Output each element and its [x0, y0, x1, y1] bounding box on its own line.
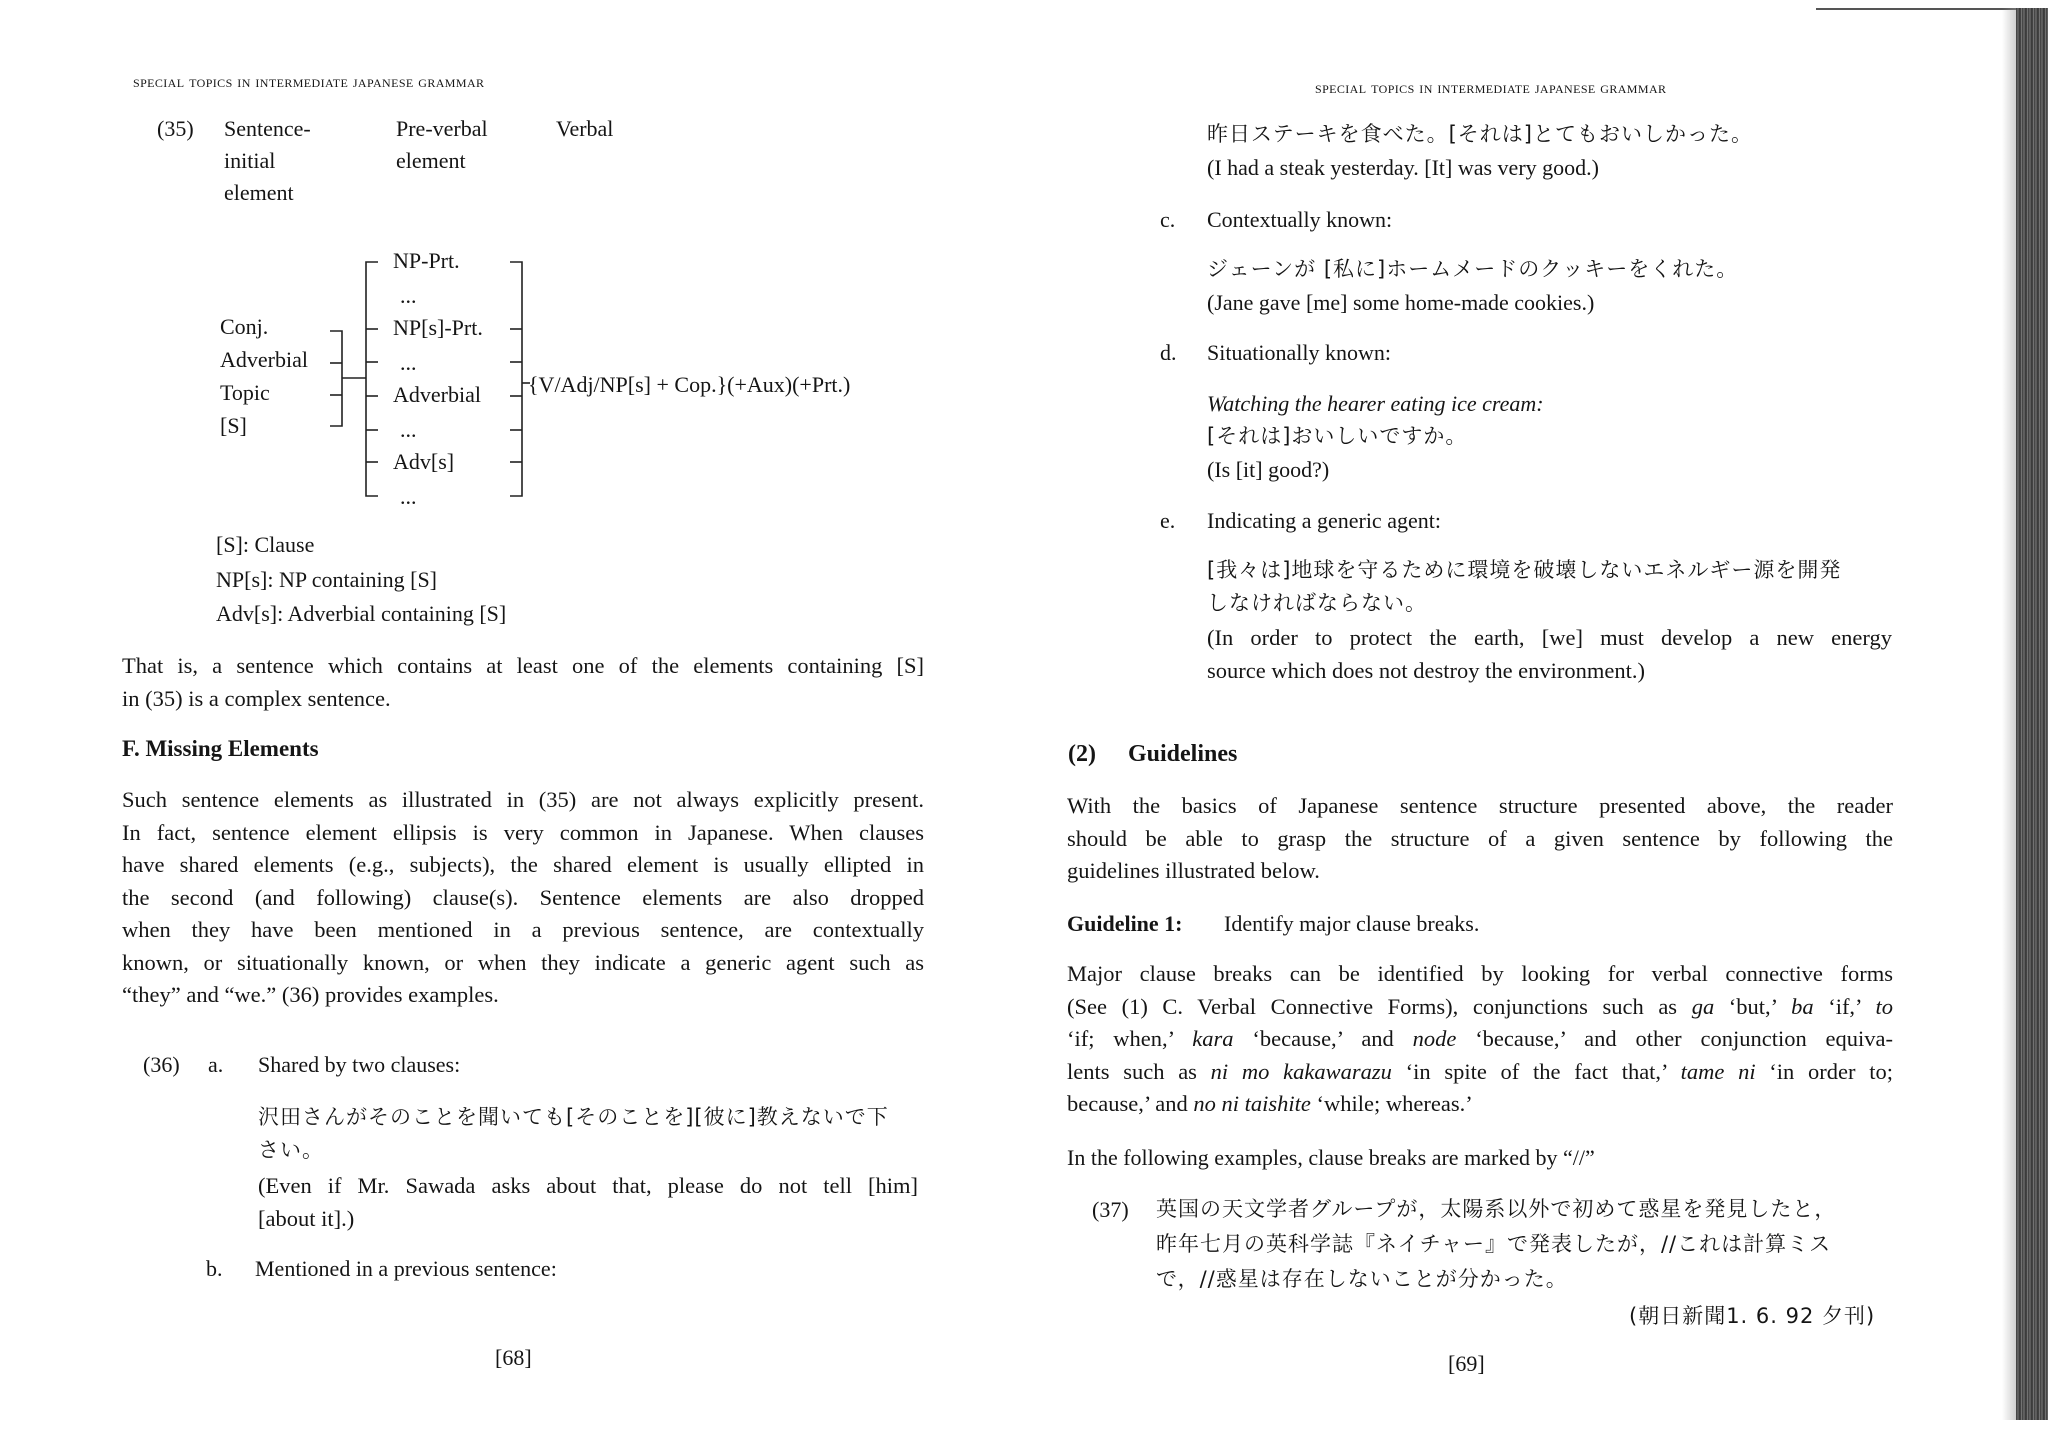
text: ‘in order to;	[1755, 1058, 1893, 1084]
text: lents such as	[1067, 1058, 1211, 1084]
clause-line	[1067, 1088, 1893, 1121]
example-37-number: (37)	[1092, 1197, 1129, 1222]
text: ‘because,’ and other conjunction equiva-	[1456, 1026, 1893, 1051]
example-36b-title: Mentioned in a previous sentence:	[255, 1256, 557, 1281]
example-35-number: (35)	[157, 116, 194, 141]
example-37-source: (朝日新聞1. 6. 92 夕刊)	[1629, 1304, 1876, 1328]
example-36c-label: c.	[1160, 207, 1176, 232]
text: because,’ and	[1067, 1091, 1194, 1116]
para2-line: “they” and “we.” (36) provides examples.	[122, 982, 499, 1007]
legend-clause: [S]: Clause	[216, 532, 315, 557]
para2-line: Such sentence elements as illustrated in (35) are not always explicitly present.	[122, 787, 924, 812]
section-2-number: (2)	[1068, 741, 1096, 767]
paragraph-missing-elements	[122, 784, 924, 1012]
col-preverbal-2: element	[396, 148, 466, 173]
section-2-title: Guidelines	[1128, 741, 1238, 767]
translation-line: [about it].)	[258, 1205, 355, 1231]
clause-line	[1067, 958, 1893, 991]
text: ‘if,’	[1813, 993, 1876, 1019]
example-36e-translation	[1207, 622, 1892, 687]
paragraph-following-examples: In the following examples, clause breaks are marked by “//”	[1067, 1145, 1595, 1170]
romaji-term: ba	[1791, 993, 1814, 1019]
col-sentence-initial-3: element	[224, 180, 294, 205]
group2-adverbial: Adverbial	[393, 382, 481, 407]
guidelines-line: should be able to grasp the structure of a given sentence by following the	[1067, 825, 1893, 851]
romaji-term: to	[1875, 993, 1894, 1019]
text: ‘in spite of the fact that,’	[1391, 1058, 1681, 1084]
example-36b-japanese: 昨日ステーキを食べた。[それは]とてもおいしかった。	[1207, 122, 1753, 146]
col-sentence-initial-2: initial	[224, 148, 276, 173]
binding-shadow	[2002, 8, 2016, 1420]
example-36b-label: b.	[206, 1256, 223, 1281]
example-36-number: (36)	[143, 1052, 180, 1077]
paragraph-clause-breaks	[1067, 958, 1893, 1121]
example-36d-japanese: [それは]おいしいですか。	[1207, 424, 1468, 448]
legend-advs: Adv[s]: Adverbial containing [S]	[216, 601, 507, 626]
bracket-diagram	[0, 0, 1024, 520]
section-heading-missing-elements: F. Missing Elements	[122, 736, 319, 761]
example-36d-label: d.	[1160, 340, 1177, 365]
group1-clause: [S]	[220, 413, 247, 438]
col-preverbal-1: Pre-verbal	[396, 116, 488, 141]
clause-line	[1067, 991, 1893, 1024]
example-36a-title: Shared by two clauses:	[258, 1052, 461, 1077]
group2-nps-prt: NP[s]-Prt.	[393, 315, 483, 340]
page-edge-line	[1816, 8, 2016, 10]
translation-line: (In order to protect the earth, [we] must develop a new energy	[1207, 625, 1892, 650]
translation-line: (Even if Mr. Sawada asks about that, please do not tell [him]	[258, 1173, 918, 1198]
group1-topic: Topic	[220, 380, 270, 405]
romaji-term: ni mo kakawarazu	[1210, 1058, 1392, 1084]
right-page	[1024, 0, 2048, 1434]
romaji-term: ga	[1691, 993, 1715, 1019]
romaji-term: kara	[1192, 1026, 1234, 1051]
group2-right-bracket	[510, 262, 522, 496]
example-36a-label: a.	[208, 1052, 224, 1077]
example-36c-translation: (Jane gave [me] some home-made cookies.)	[1207, 290, 1595, 315]
page-number-left: [68]	[495, 1345, 532, 1370]
text: (See (1) C. Verbal Connective Forms), conjunctions such as	[1067, 993, 1692, 1019]
group2-dots-2: ...	[400, 350, 417, 375]
running-header-right: special topics in intermediate japanese grammar	[1315, 78, 1667, 97]
para2-line: when they have been mentioned in a previous sentence, are contextually	[122, 917, 924, 942]
group1-adverbial: Adverbial	[220, 347, 308, 372]
text: Major clause breaks can be identified by looking for verbal connective forms	[1067, 961, 1893, 986]
paragraph-complex-sentence	[122, 650, 924, 715]
romaji-term: node	[1412, 1026, 1457, 1051]
para2-line: have shared elements (e.g., subjects), the shared element is usually ellipted in	[122, 852, 924, 877]
example-36e-japanese-2: しなければならない。	[1207, 591, 1427, 615]
group1-bracket	[330, 331, 342, 426]
example-36a-translation	[258, 1170, 918, 1235]
verbal-formula: {V/Adj/NP[s] + Cop.}(+Aux)(+Prt.)	[528, 372, 851, 397]
example-36e-japanese-1: [我々は]地球を守るために環境を破壊しないエネルギー源を開発	[1207, 558, 1842, 582]
example-36d-title: Situationally known:	[1207, 340, 1391, 365]
text: ‘but,’	[1714, 993, 1792, 1019]
guideline-1-label: Guideline 1:	[1067, 911, 1183, 936]
page-number-right: [69]	[1448, 1351, 1485, 1376]
guideline-1-text: Identify major clause breaks.	[1224, 911, 1480, 936]
clause-line	[1067, 1056, 1893, 1089]
guidelines-line: With the basics of Japanese sentence structure presented above, the reader	[1067, 793, 1893, 818]
group2-dots-4: ...	[400, 484, 417, 509]
group2-dots-3: ...	[400, 417, 417, 442]
para2-line: the second (and following) clause(s). Sentence elements are also dropped	[122, 884, 924, 910]
legend-nps: NP[s]: NP containing [S]	[216, 567, 438, 592]
romaji-term: no ni taishite	[1193, 1091, 1311, 1116]
col-verbal: Verbal	[556, 116, 614, 141]
group2-np-prt: NP-Prt.	[393, 248, 460, 273]
example-36b-translation: (I had a steak yesterday. [It] was very good.)	[1207, 155, 1599, 180]
col-sentence-initial-1: Sentence-	[224, 116, 311, 141]
example-36a-japanese-1: 沢田さんがそのことを聞いても[そのことを][彼に]教えないで下	[258, 1105, 889, 1129]
group2-left-bracket	[366, 262, 378, 496]
example-37-japanese-2: 昨年七月の英科学誌『ネイチャー』で発表したが，//これは計算ミス	[1156, 1232, 1832, 1256]
paragraph-guidelines	[1067, 790, 1893, 888]
clause-line	[1067, 1023, 1893, 1056]
book-binding-edge	[2016, 8, 2048, 1420]
para1-line: in (35) is a complex sentence.	[122, 685, 391, 711]
example-37-japanese-1: 英国の天文学者グループが，太陽系以外で初めて惑星を発見したと，	[1156, 1197, 1837, 1221]
running-header-left: special topics in intermediate japanese grammar	[133, 72, 485, 91]
example-36c-title: Contextually known:	[1207, 207, 1393, 232]
example-36a-japanese-2: さい。	[258, 1138, 324, 1162]
example-36e-label: e.	[1160, 508, 1176, 533]
group2-advs: Adv[s]	[393, 449, 455, 474]
group2-dots-1: ...	[400, 283, 417, 308]
text: ‘while; whereas.’	[1310, 1091, 1473, 1116]
example-36d-translation: (Is [it] good?)	[1207, 457, 1330, 482]
para2-line: known, or situationally known, or when they indicate a generic agent such as	[122, 949, 924, 975]
text: ‘if; when,’	[1067, 1026, 1193, 1051]
romaji-term: tame ni	[1680, 1058, 1756, 1084]
example-37-japanese-3: で，//惑星は存在しないことが分かった。	[1156, 1267, 1568, 1291]
group1-conj: Conj.	[220, 314, 269, 339]
example-36e-title: Indicating a generic agent:	[1207, 508, 1441, 533]
text: ‘because,’ and	[1233, 1026, 1413, 1051]
example-36c-japanese: ジェーンが [私に]ホームメードのクッキーをくれた。	[1207, 257, 1739, 281]
example-36d-context: Watching the hearer eating ice cream:	[1207, 391, 1544, 416]
para2-line: In fact, sentence element ellipsis is very common in Japanese. When clauses	[122, 819, 924, 845]
translation-line: source which does not destroy the environment.)	[1207, 657, 1646, 683]
guidelines-line: guidelines illustrated below.	[1067, 858, 1320, 883]
para1-line: That is, a sentence which contains at least one of the elements containing [S]	[122, 653, 924, 678]
